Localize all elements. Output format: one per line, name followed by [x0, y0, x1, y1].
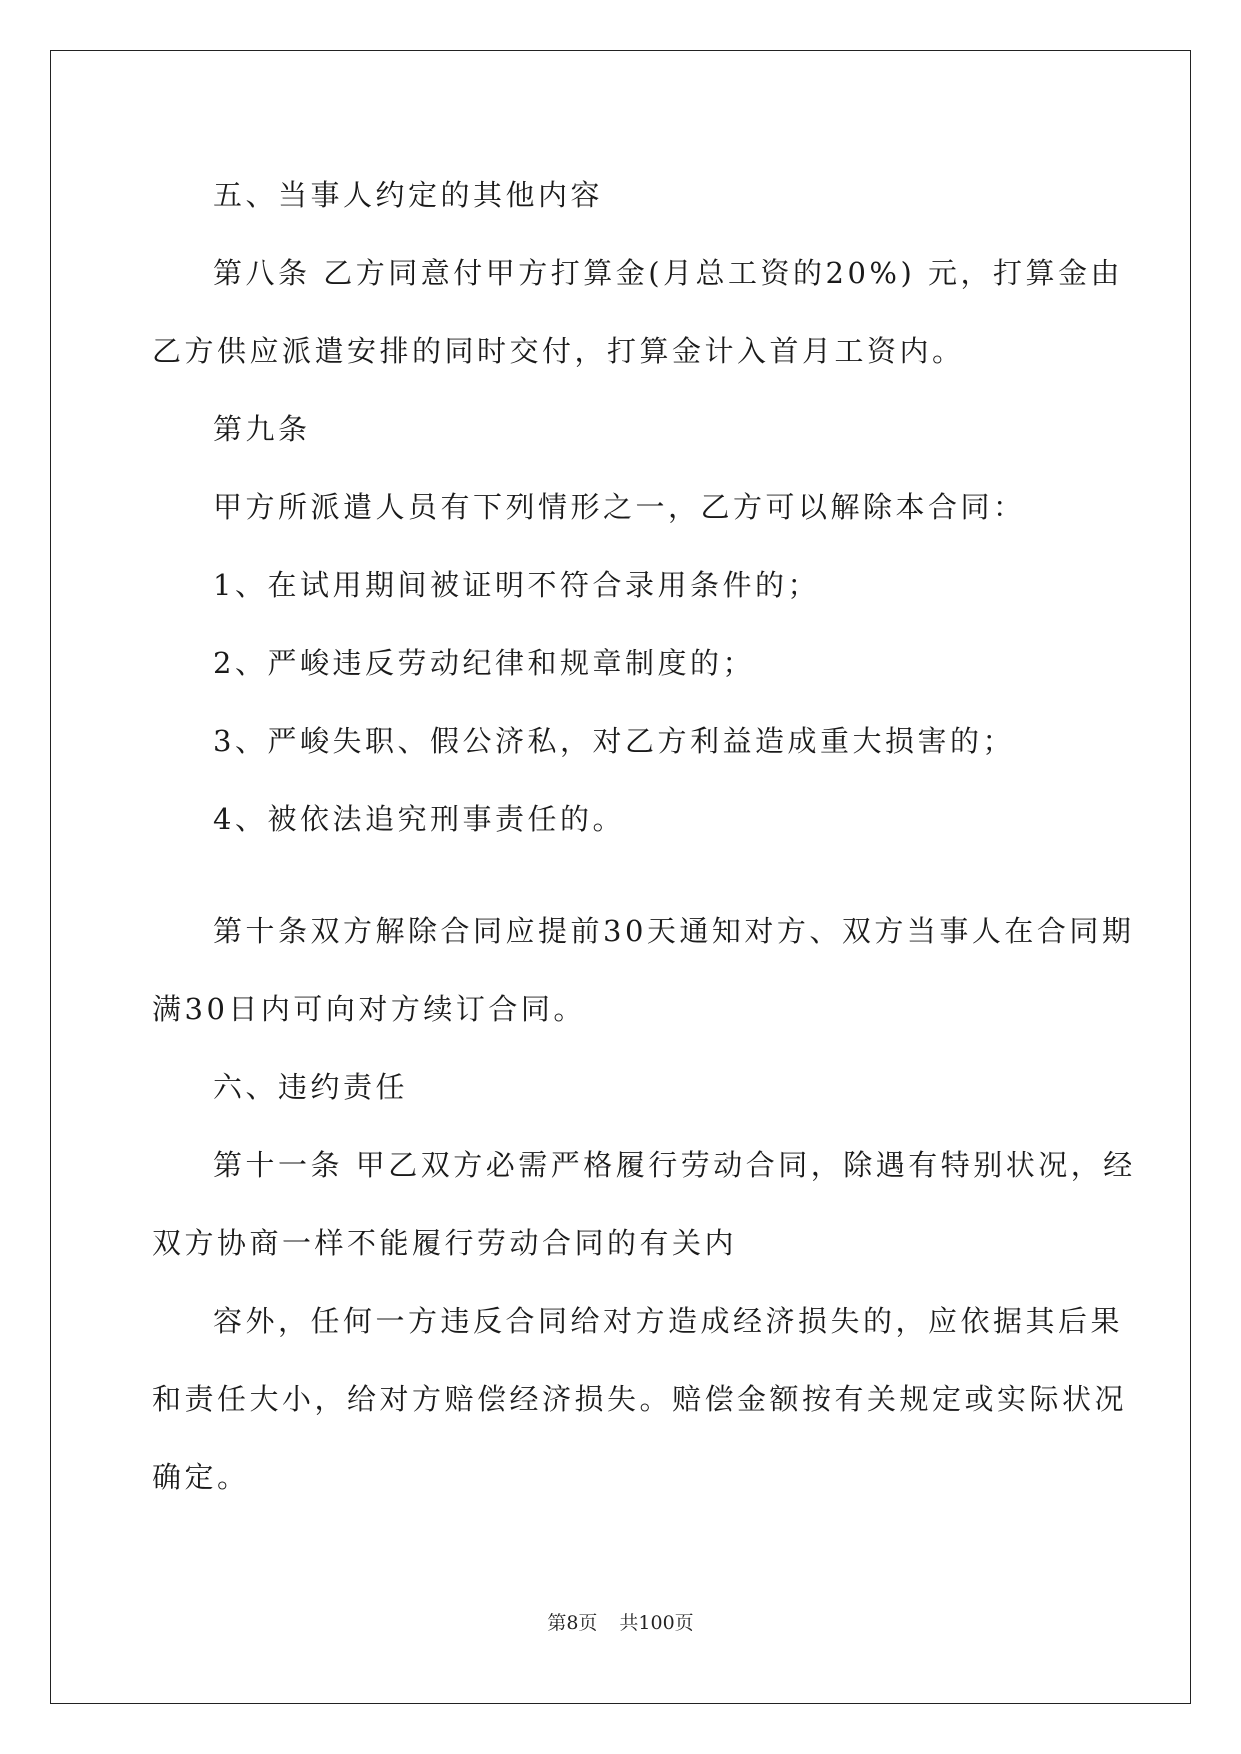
section-heading-six: 六、违约责任	[213, 1070, 409, 1104]
article-eight-line-1: 第八条 乙方同意付甲方打算金(月总工资的20%) 元，打算金由	[213, 256, 1124, 290]
list-item-3: 3、严峻失职、假公济私，对乙方利益造成重大损害的；	[213, 724, 1015, 758]
list-item-1: 1、在试用期间被证明不符合录用条件的；	[213, 568, 820, 602]
page-footer	[0, 1610, 1241, 1636]
article-ten-line-1: 第十条双方解除合同应提前30天通知对方、双方当事人在合同期	[213, 914, 1135, 948]
article-ten-line-2: 满30日内可向对方续订合同。	[152, 992, 586, 1026]
article-eleven-line-5: 确定。	[152, 1460, 250, 1494]
article-eleven-line-4: 和责任大小，给对方赔偿经济损失。赔偿金额按有关规定或实际状况	[152, 1382, 1128, 1416]
article-nine-intro: 甲方所派遣人员有下列情形之一，乙方可以解除本合同：	[213, 490, 1026, 524]
section-heading-five: 五、当事人约定的其他内容	[213, 178, 604, 212]
article-eleven-line-3: 容外，任何一方违反合同给对方造成经济损失的，应依据其后果	[213, 1304, 1124, 1338]
article-eleven-line-1: 第十一条 甲乙双方必需严格履行劳动合同，除遇有特别状况，经	[213, 1148, 1136, 1182]
list-item-4: 4、被依法追究刑事责任的。	[213, 802, 625, 836]
page-number: 第8页	[547, 1612, 598, 1634]
list-item-2: 2、严峻违反劳动纪律和规章制度的；	[213, 646, 755, 680]
article-eleven-line-2: 双方协商一样不能履行劳动合同的有关内	[152, 1226, 738, 1260]
article-eight-line-2: 乙方供应派遣安排的同时交付，打算金计入首月工资内。	[152, 334, 965, 368]
page-total: 共100页	[619, 1612, 694, 1634]
article-nine-heading: 第九条	[213, 412, 311, 446]
page-border	[50, 50, 1191, 1704]
